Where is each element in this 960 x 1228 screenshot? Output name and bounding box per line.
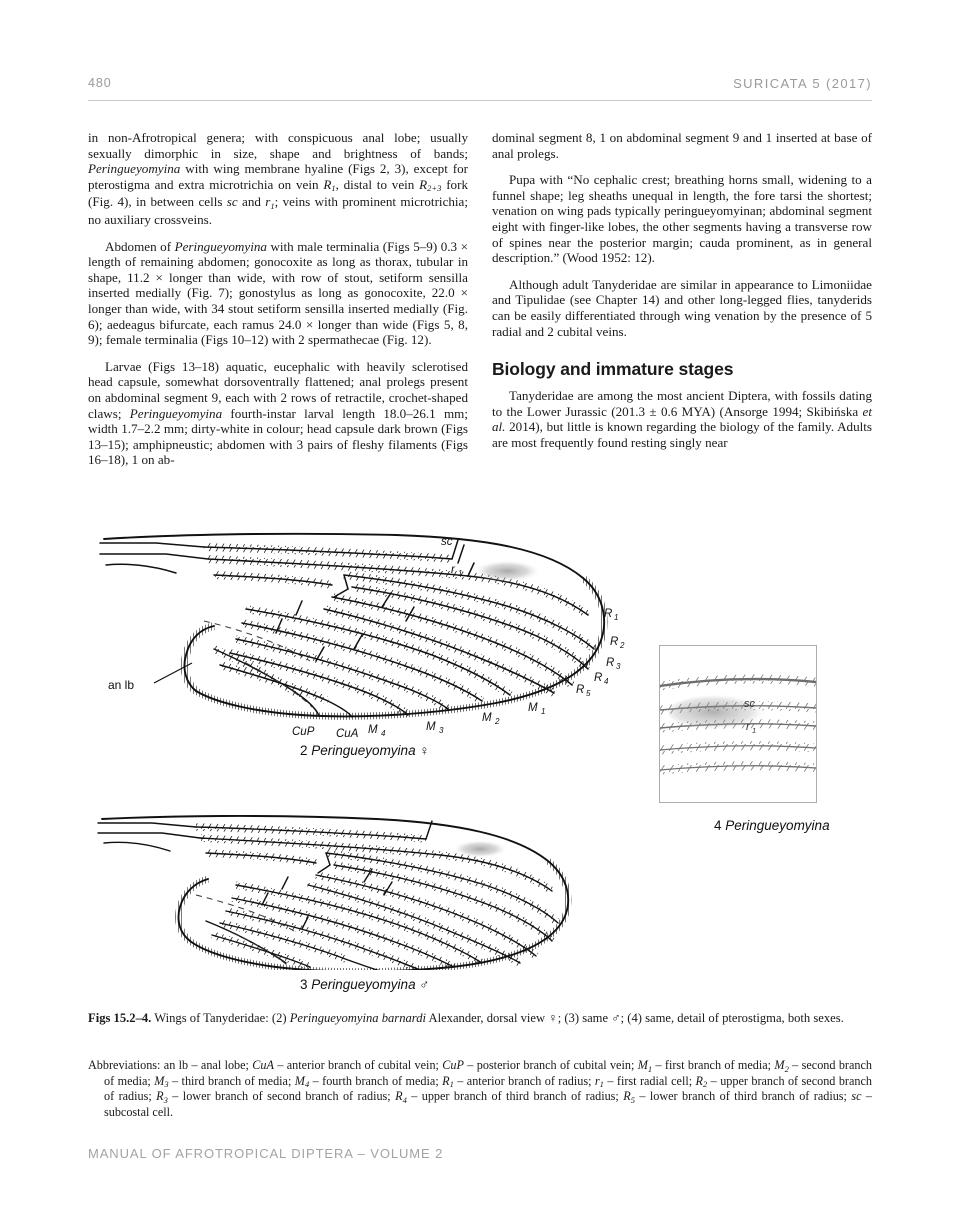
label-an-lb: an lb [108,678,135,692]
svg-text:3: 3 [616,662,621,671]
footer-text: MANUAL OF AFROTROPICAL DIPTERA – VOLUME 2 [88,1146,444,1161]
figure-2-female-wing-illustration [96,523,656,738]
label-R1: R [604,608,613,620]
svg-text:1: 1 [614,613,619,622]
svg-text:1: 1 [752,726,757,735]
paragraph: Tanyderidae are among the most ancient Diptera, with fossils dating to the Lower Jurassic (201.3 ± 0.6 MYA) (Ansorge 1994; Skibińska et al. 2014), but little is known regarding the biology of the family. Adults are most frequently found resting singly near [492,388,872,450]
label-M3: M [426,721,436,733]
figure-3-male-wing-illustration [96,805,596,970]
header-divider [88,100,872,101]
label-r1: r [746,721,750,733]
text-column-left [88,130,468,479]
text-column-right [492,130,872,462]
paragraph: Abdomen of Peringueyomyina with male terminalia (Figs 5–9) 0.3 × length of remaining abdomen; gonocoxite as long as thorax, tubular in shape, 11.2 × longer than wide, with row of stout, setiform sensilla inserted medially (Fig. 7); gonostylus as long as gonocoxite, 22.0 × longer than wide, with 34 stout setiform sensilla inserted medially (Fig. 6); aedeagus bifurcate, each ramus 24.0 × longer than wide (Figs 5, 8, 9); female terminalia (Figs 10–12) with 2 spermathecae (Fig. 12). [88,238,468,348]
svg-text:1: 1 [541,707,546,716]
figure-4-caption: 4 Peringueyomyina [714,818,830,833]
figure-3-caption: 3 Peringueyomyina ♂ [300,977,430,992]
label-M1: M [528,702,538,714]
page-number: 480 [88,76,112,90]
paragraph: Pupa with “No cephalic crest; breathing horns small, widening to a funnel shape; leg sheaths unequal in length, the fore tarsi the shortest; venation on wing pads typically peringueyomyinan; abdominal segment eight with finger-like lobes, the other segments having a transverse row of spines near the posterior margin; cauda prominent, as in general description.” (Wood 1952: 12). [492,172,872,266]
pterostigma [473,560,541,582]
label-M4: M [368,724,378,736]
label-R2: R [610,636,619,648]
label-r1-sub: 1 [458,569,463,578]
paragraph: in non-Afrotropical genera; with conspicuous anal lobe; usually sexually dimorphic in size, shape and brightness of bands; Peringueyomyina with wing membrane hyaline (Figs 2, 3), except for pterostigma and extra microtrichia on vein $R_1$, distal to vein $R_{2+3}$ fork (Fig. 4), in between cells sc and $r_1$; veins with prominent microtrichia; no auxiliary crossveins. [88,130,469,227]
caption-lead: Figs 15.2–4. [88,1011,152,1025]
svg-text:2: 2 [620,641,625,650]
paragraph: Larvae (Figs 13–18) aquatic, eucephalic with heavily sclerotised head capsule, somewhat dorsoventrally flattened; anal prolegs present on abdominal segment 9, each with 2 rows of retractile, crochet-shaped claws; Peringueyomyina fourth-instar larval length 18.0–26.1 mm; width 1.7–2.2 mm; dirty-white in colour; head capsule dark brown (Figs 13–15); amphipneustic; abdomen with 3 pairs of fleshy filaments (Figs 16–18), 1 on ab- [88,358,469,468]
publication-title: SURICATA 5 (2017) [733,76,872,91]
abbreviations-text: Abbreviations: an lb – anal lobe; CuA – anterior branch of cubital vein; CuP – posterior branch of cubital vein; $M_1$ – first branch of media; $M_2$ – second branch of media; $M_3$ – third branch of media; $M_4$ – fourth branch of media; $R_1$ – anterior branch of radius; $r_1$ – first radial cell; $R_2$ – upper branch of second branch of radius; $R_3$ – lower branch of second branch of radius; $R_4$ – upper branch of third branch of radius; $R_5$ – lower branch of third branch of radius; sc – subcostal cell. [88,1058,873,1119]
abbreviations-block [88,1058,872,1119]
paragraph: dominal segment 8, 1 on abdominal segment 9 and 1 inserted at base of anal prolegs. [492,130,872,161]
label-sc: sc [441,536,453,548]
label-sc: sc [744,698,755,710]
figure-4-inset-box [659,645,817,803]
figure-4-pterostigma-detail [660,646,816,802]
figure-2-caption: 2 Peringueyomyina ♀ [300,743,430,758]
label-CuA: CuA [336,728,359,738]
label-M2: M [482,712,492,724]
label-CuP: CuP [292,726,315,738]
svg-text:2: 2 [495,717,500,726]
svg-text:5: 5 [586,689,591,698]
svg-text:3: 3 [439,726,444,735]
figure-block [0,505,960,1025]
label-R5: R [576,684,585,696]
label-R3: R [606,657,615,669]
label-R4: R [594,672,603,684]
paragraph: Although adult Tanyderidae are similar in appearance to Limoniidae and Tipulidae (see Chapter 14) and other long-legged flies, tanyderids can be easily differentiated through wing venation by the presence of 5 radial and 2 cubital veins. [492,276,872,339]
svg-text:4: 4 [381,729,386,738]
pterostigma [452,840,508,858]
svg-text:4: 4 [604,677,609,686]
figure-caption-block [88,1011,872,1026]
section-heading: Biology and immature stages [492,359,734,380]
caption-body: Wings of Tanyderidae: (2) Peringueyomyina barnardi Alexander, dorsal view ♀; (3) same ♂; (4) same, detail of pterostigma, both sexes. [151,1011,844,1025]
running-head [88,76,872,102]
label-r1: r [451,564,455,576]
